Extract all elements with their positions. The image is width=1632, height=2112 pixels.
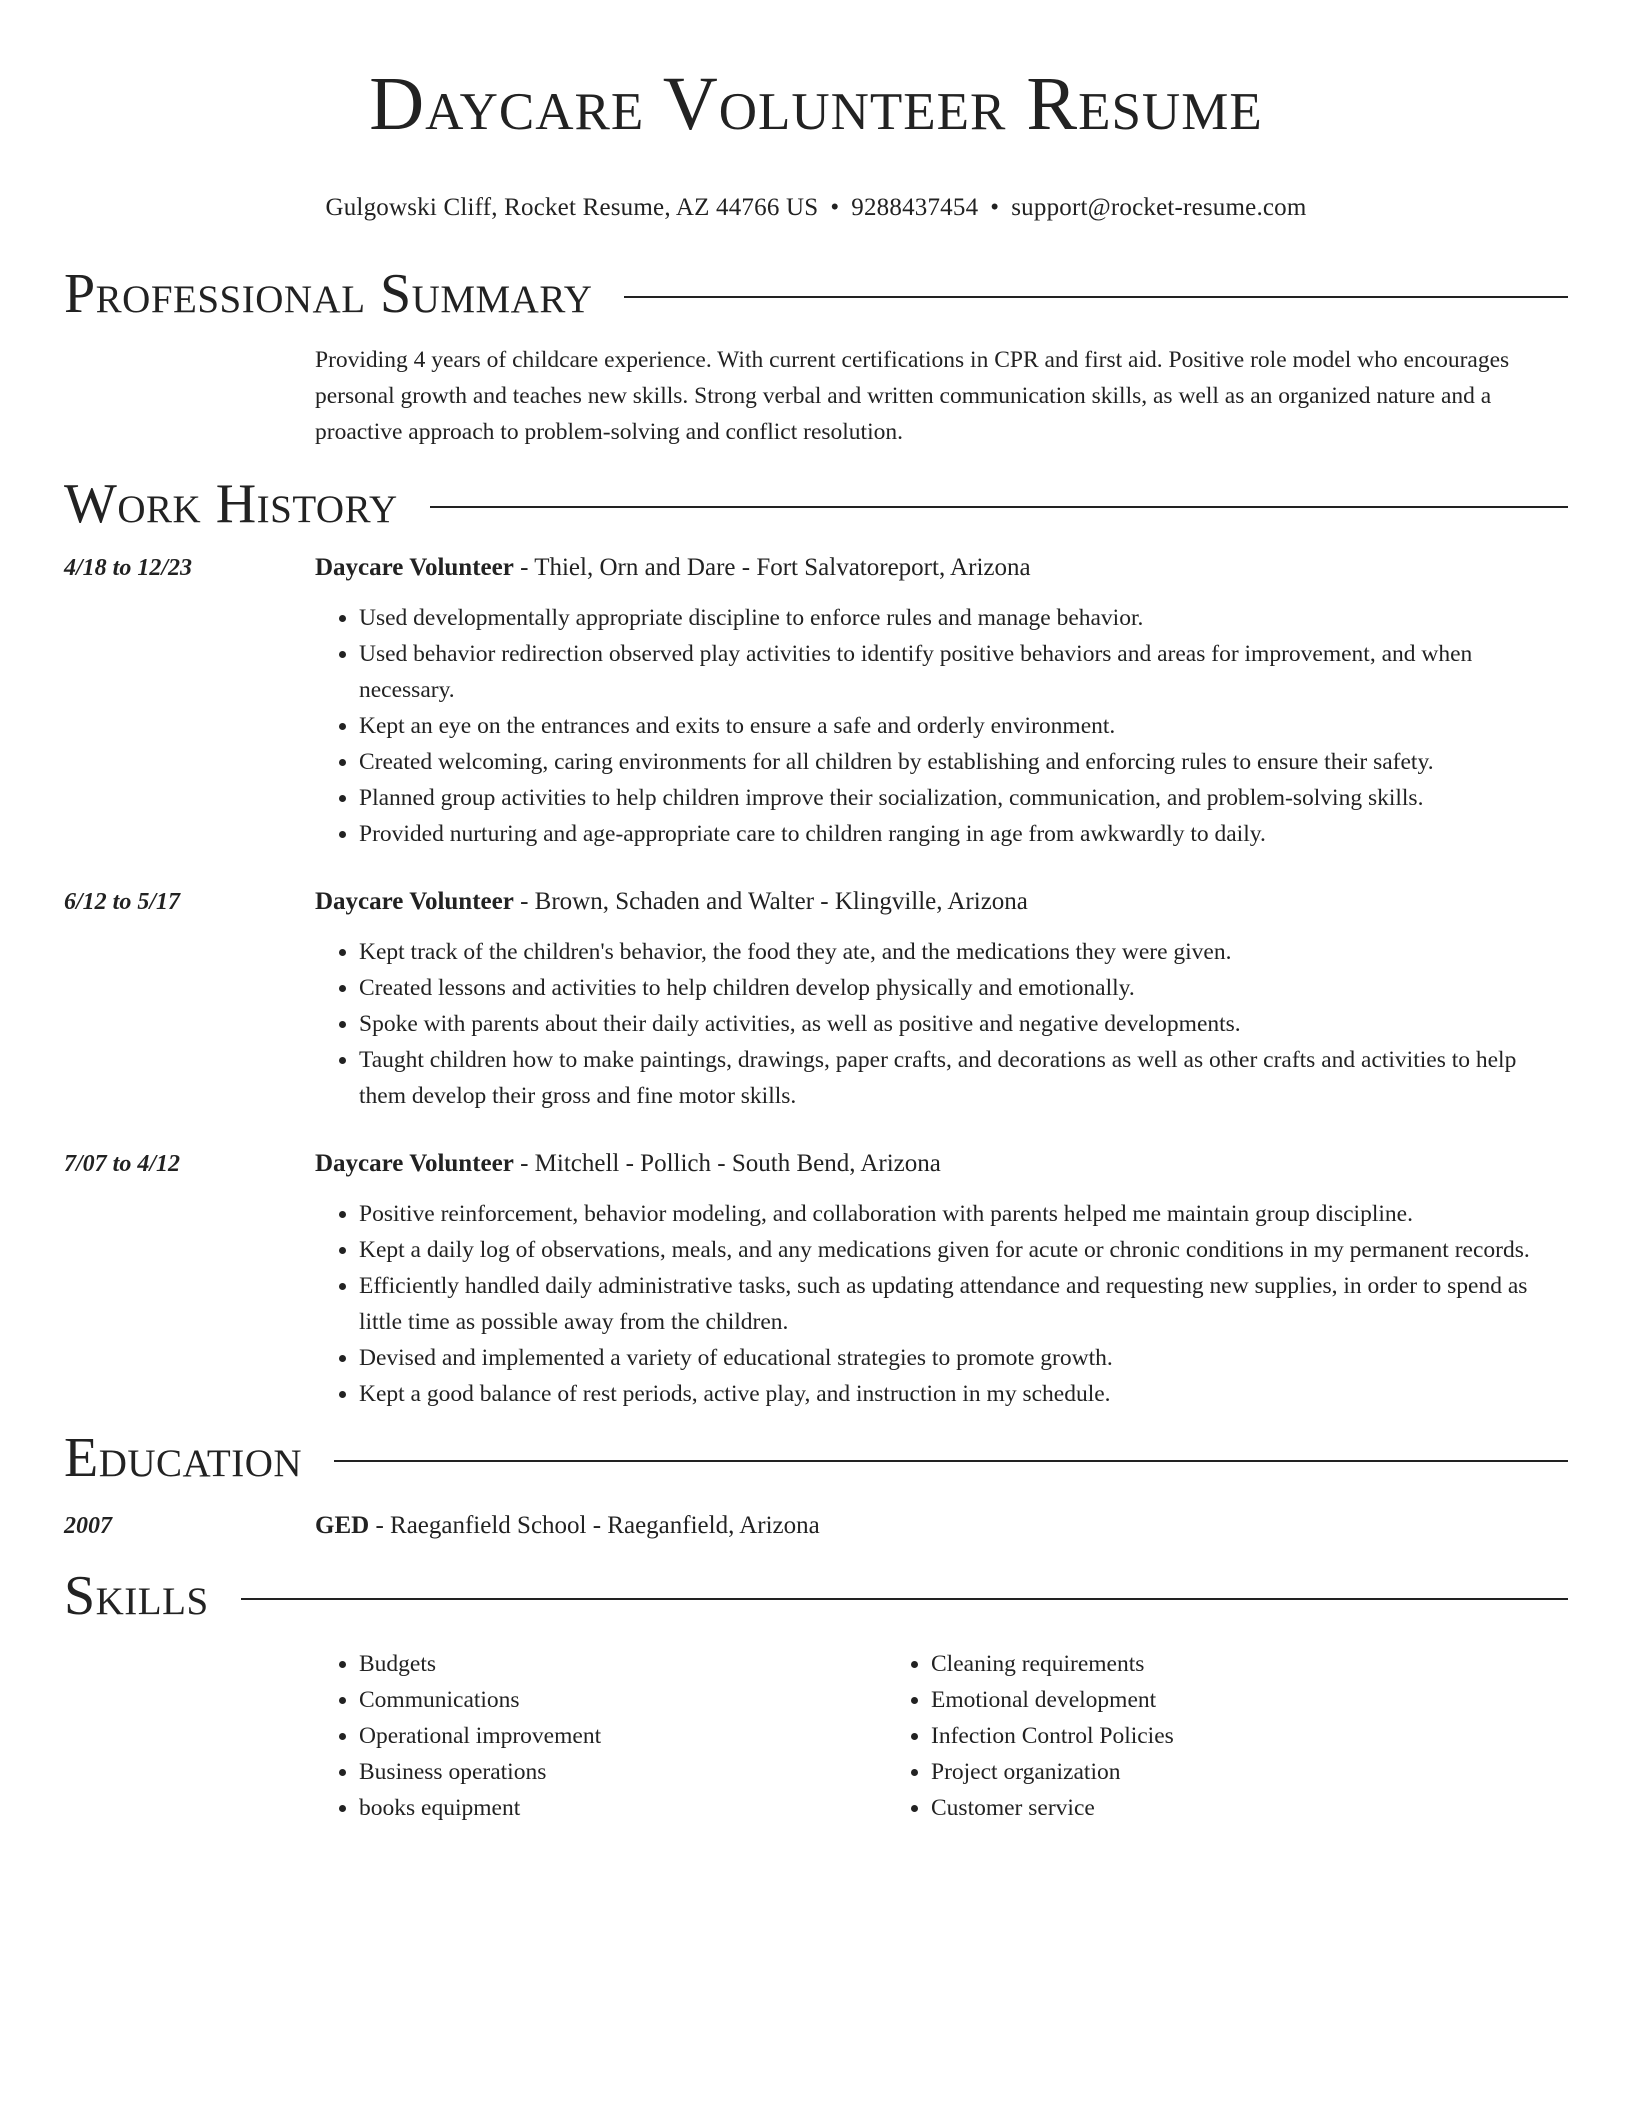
education-year: 2007 xyxy=(64,1513,112,1539)
list-item: • Provided nurturing and age-appropriate care to children ranging in age from awkwardly to daily. xyxy=(359,816,1568,852)
education-details: - Raeganfield School - Raeganfield, Arizona xyxy=(369,1512,820,1539)
education-degree: GED xyxy=(315,1512,370,1539)
section-divider xyxy=(241,1598,1568,1600)
resume-page xyxy=(64,0,1568,1826)
job-bullets xyxy=(315,934,1568,1114)
contact-line xyxy=(64,192,1568,224)
job-details: - Mitchell - Pollich - South Bend, Arizona xyxy=(513,1150,941,1177)
contact-separator: • xyxy=(830,194,840,221)
section-education xyxy=(64,1426,1568,1490)
job-entry xyxy=(64,552,1568,852)
contact-address: Gulgowski Cliff, Rocket Resume, AZ 44766 US xyxy=(325,194,819,221)
job-entry xyxy=(64,886,1568,1114)
section-divider xyxy=(430,506,1568,508)
job-dates: 6/12 to 5/17 xyxy=(64,889,181,915)
skill-item: • Infection Control Policies xyxy=(931,1718,1459,1754)
job-details: - Thiel, Orn and Dare - Fort Salvatoreport, Arizona xyxy=(513,554,1031,581)
skills-grid xyxy=(315,1646,1568,1826)
skill-item: • Business operations xyxy=(359,1754,887,1790)
contact-phone: 9288437454 xyxy=(851,194,979,221)
job-dates: 4/18 to 12/23 xyxy=(64,555,193,581)
education-line xyxy=(315,1510,1568,1542)
skill-item: • Customer service xyxy=(931,1790,1459,1826)
skill-item: • Operational improvement xyxy=(359,1718,887,1754)
skills-column-left xyxy=(315,1646,887,1826)
list-item: • Created welcoming, caring environments for all children by establishing and enforcing rules to ensure their safety. xyxy=(359,744,1568,780)
job-entry xyxy=(64,1148,1568,1412)
section-heading: Education xyxy=(64,1427,303,1489)
skill-item: • Emotional development xyxy=(931,1682,1459,1718)
job-title: Daycare Volunteer xyxy=(315,1150,514,1177)
skill-item: • Cleaning requirements xyxy=(931,1646,1459,1682)
job-title-line xyxy=(315,886,1568,918)
job-body xyxy=(315,1148,1568,1412)
job-title-line xyxy=(315,1148,1568,1180)
skill-item: • books equipment xyxy=(359,1790,887,1826)
job-dates: 7/07 to 4/12 xyxy=(64,1151,181,1177)
section-skills xyxy=(64,1564,1568,1628)
contact-email: support@rocket-resume.com xyxy=(1011,194,1307,221)
education-body xyxy=(315,1510,1568,1542)
job-body xyxy=(315,552,1568,852)
skill-item: • Project organization xyxy=(931,1754,1459,1790)
list-item: • Kept an eye on the entrances and exits to ensure a safe and orderly environment. xyxy=(359,708,1568,744)
list-item: • Used behavior redirection observed play activities to identify positive behaviors and areas for improvement, and when necessary. xyxy=(359,636,1568,708)
section-divider xyxy=(624,296,1568,298)
list-item: • Positive reinforcement, behavior modeling, and collaboration with parents helped me maintain group discipline. xyxy=(359,1196,1568,1232)
section-heading: Skills xyxy=(64,1565,209,1627)
list-item: • Spoke with parents about their daily activities, as well as positive and negative developments. xyxy=(359,1006,1568,1042)
list-item: • Planned group activities to help children improve their socialization, communication, and problem-solving skills. xyxy=(359,780,1568,816)
summary-text: Providing 4 years of childcare experience. With current certifications in CPR and first aid. Positive role model who encourages personal growth and teaches new skills. Strong verbal and written communication skills, as well as an organized nature and a proactive approach to problem-solving and conflict resolution. xyxy=(315,347,1510,445)
section-heading: Work History xyxy=(64,473,398,535)
section-work-history xyxy=(64,472,1568,536)
education-entry xyxy=(64,1510,1568,1542)
job-details: - Brown, Schaden and Walter - Klingville, Arizona xyxy=(513,888,1028,915)
job-title: Daycare Volunteer xyxy=(315,554,514,581)
list-item: • Efficiently handled daily administrative tasks, such as updating attendance and requesting new supplies, in order to spend as little time as possible away from the children. xyxy=(359,1268,1568,1340)
list-item: • Kept track of the children's behavior, the food they ate, and the medications they were given. xyxy=(359,934,1568,970)
job-title-line xyxy=(315,552,1568,584)
contact-separator: • xyxy=(990,194,1000,221)
list-item: • Taught children how to make paintings, drawings, paper crafts, and decorations as well as other crafts and activities to help them develop their gross and fine motor skills. xyxy=(359,1042,1568,1114)
skill-item: • Communications xyxy=(359,1682,887,1718)
list-item: • Devised and implemented a variety of educational strategies to promote growth. xyxy=(359,1340,1568,1376)
job-bullets xyxy=(315,1196,1568,1412)
section-professional-summary xyxy=(64,262,1568,326)
skill-item: • Budgets xyxy=(359,1646,887,1682)
section-divider xyxy=(334,1460,1568,1462)
job-body xyxy=(315,886,1568,1114)
skills-column-right xyxy=(887,1646,1459,1826)
resume-title: Daycare Volunteer Resume xyxy=(369,62,1263,146)
list-item: • Kept a good balance of rest periods, active play, and instruction in my schedule. xyxy=(359,1376,1568,1412)
list-item: • Created lessons and activities to help children develop physically and emotionally. xyxy=(359,970,1568,1006)
section-heading: Professional Summary xyxy=(64,263,593,325)
job-title: Daycare Volunteer xyxy=(315,888,514,915)
list-item: • Used developmentally appropriate discipline to enforce rules and manage behavior. xyxy=(359,600,1568,636)
job-bullets xyxy=(315,600,1568,852)
list-item: • Kept a daily log of observations, meals, and any medications given for acute or chronic conditions in my permanent records. xyxy=(359,1232,1568,1268)
